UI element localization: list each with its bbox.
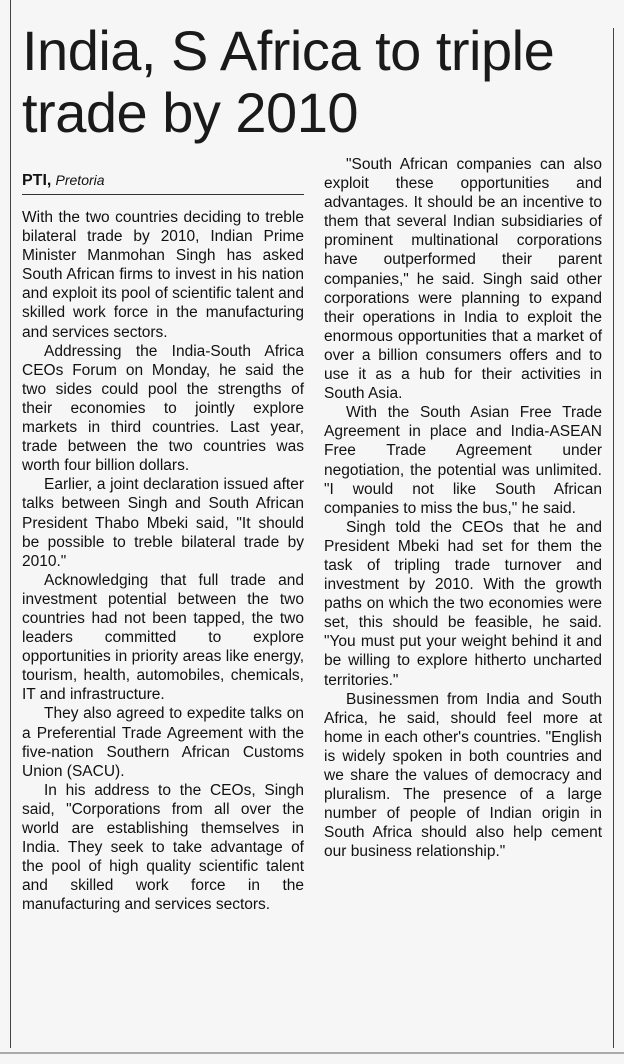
byline <box>22 170 312 191</box>
paragraph: Singh told the CEOs that he and President Mbeki had set for them the task of tripling trade turnover and investment by 2010. With the growth paths on which the two economies were set, this should be feasible, he said. "You must put your weight behind it and be willing to explore hitherto uncharted territories." <box>324 518 602 689</box>
paragraph: Earlier, a joint declaration issued after talks between Singh and South African President Thabo Mbeki said, "It should be possible to treble bilateral trade by 2010." <box>22 476 304 570</box>
paragraph: They also agreed to expedite talks on a Preferential Trade Agreement with the five-nation Southern African Customs Union (SACU). <box>22 705 304 780</box>
paragraph: Businessmen from India and South Africa, he said, should feel more at home in each other's countries. "English is widely spoken in both countries and we share the values of democracy and pluralism. The presence of a large number of people of Indian origin in South Africa should also help cement our business relationship." <box>324 690 602 861</box>
paragraph: In his address to the CEOs, Singh said, "Corporations from all over the world are establishing themselves in India. They seek to take advantage of the pool of high quality scientific talent and skilled work force in the manufacturing and services sectors. <box>22 781 304 914</box>
right-column <box>324 155 602 861</box>
byline-rule <box>22 194 304 195</box>
headline: India, S Africa to triple trade by 2010 <box>22 19 555 144</box>
left-column <box>22 208 304 914</box>
paragraph: With the two countries deciding to treble bilateral trade by 2010, Indian Prime Minister Manmohan Singh has asked South African firms to invest in his nation and exploit its pool of scientific talent and skilled work force in the manufacturing and services sectors. <box>22 209 304 341</box>
frame-right-border <box>613 28 614 1048</box>
frame-bottom-border <box>0 1052 624 1054</box>
frame-left-border <box>10 0 11 1048</box>
paragraph: Addressing the India-South Africa CEOs Forum on Monday, he said the two sides could pool the strengths of their economies to jointly explore markets in third countries. Last year, trade between the two countries was worth four billion dollars. <box>22 342 304 475</box>
paragraph: "South African companies can also exploit these opportunities and advantages. It should be an incentive to them that several Indian subsidiaries of prominent multinational corporations have outperformed their parent companies," he said. Singh said other corporations were planning to expand their operations in India to exploit the enormous opportunities that a market of over a billion consumers offers and to use it as a hub for their activities in South Asia. <box>324 156 602 403</box>
byline-place: Pretoria <box>55 172 105 188</box>
paragraph: With the South Asian Free Trade Agreement in place and India-ASEAN Free Trade Agreement under negotiation, the potential was unlimited. "I would not like South African companies to miss the bus," he said. <box>324 404 602 517</box>
byline-agency: PTI, <box>22 172 52 189</box>
paragraph: Acknowledging that full trade and investment potential between the two countries had not been tapped, the two leaders committed to explore opportunities in priority areas like energy, tourism, health, automobiles, chemicals, IT and infrastructure. <box>22 571 304 704</box>
